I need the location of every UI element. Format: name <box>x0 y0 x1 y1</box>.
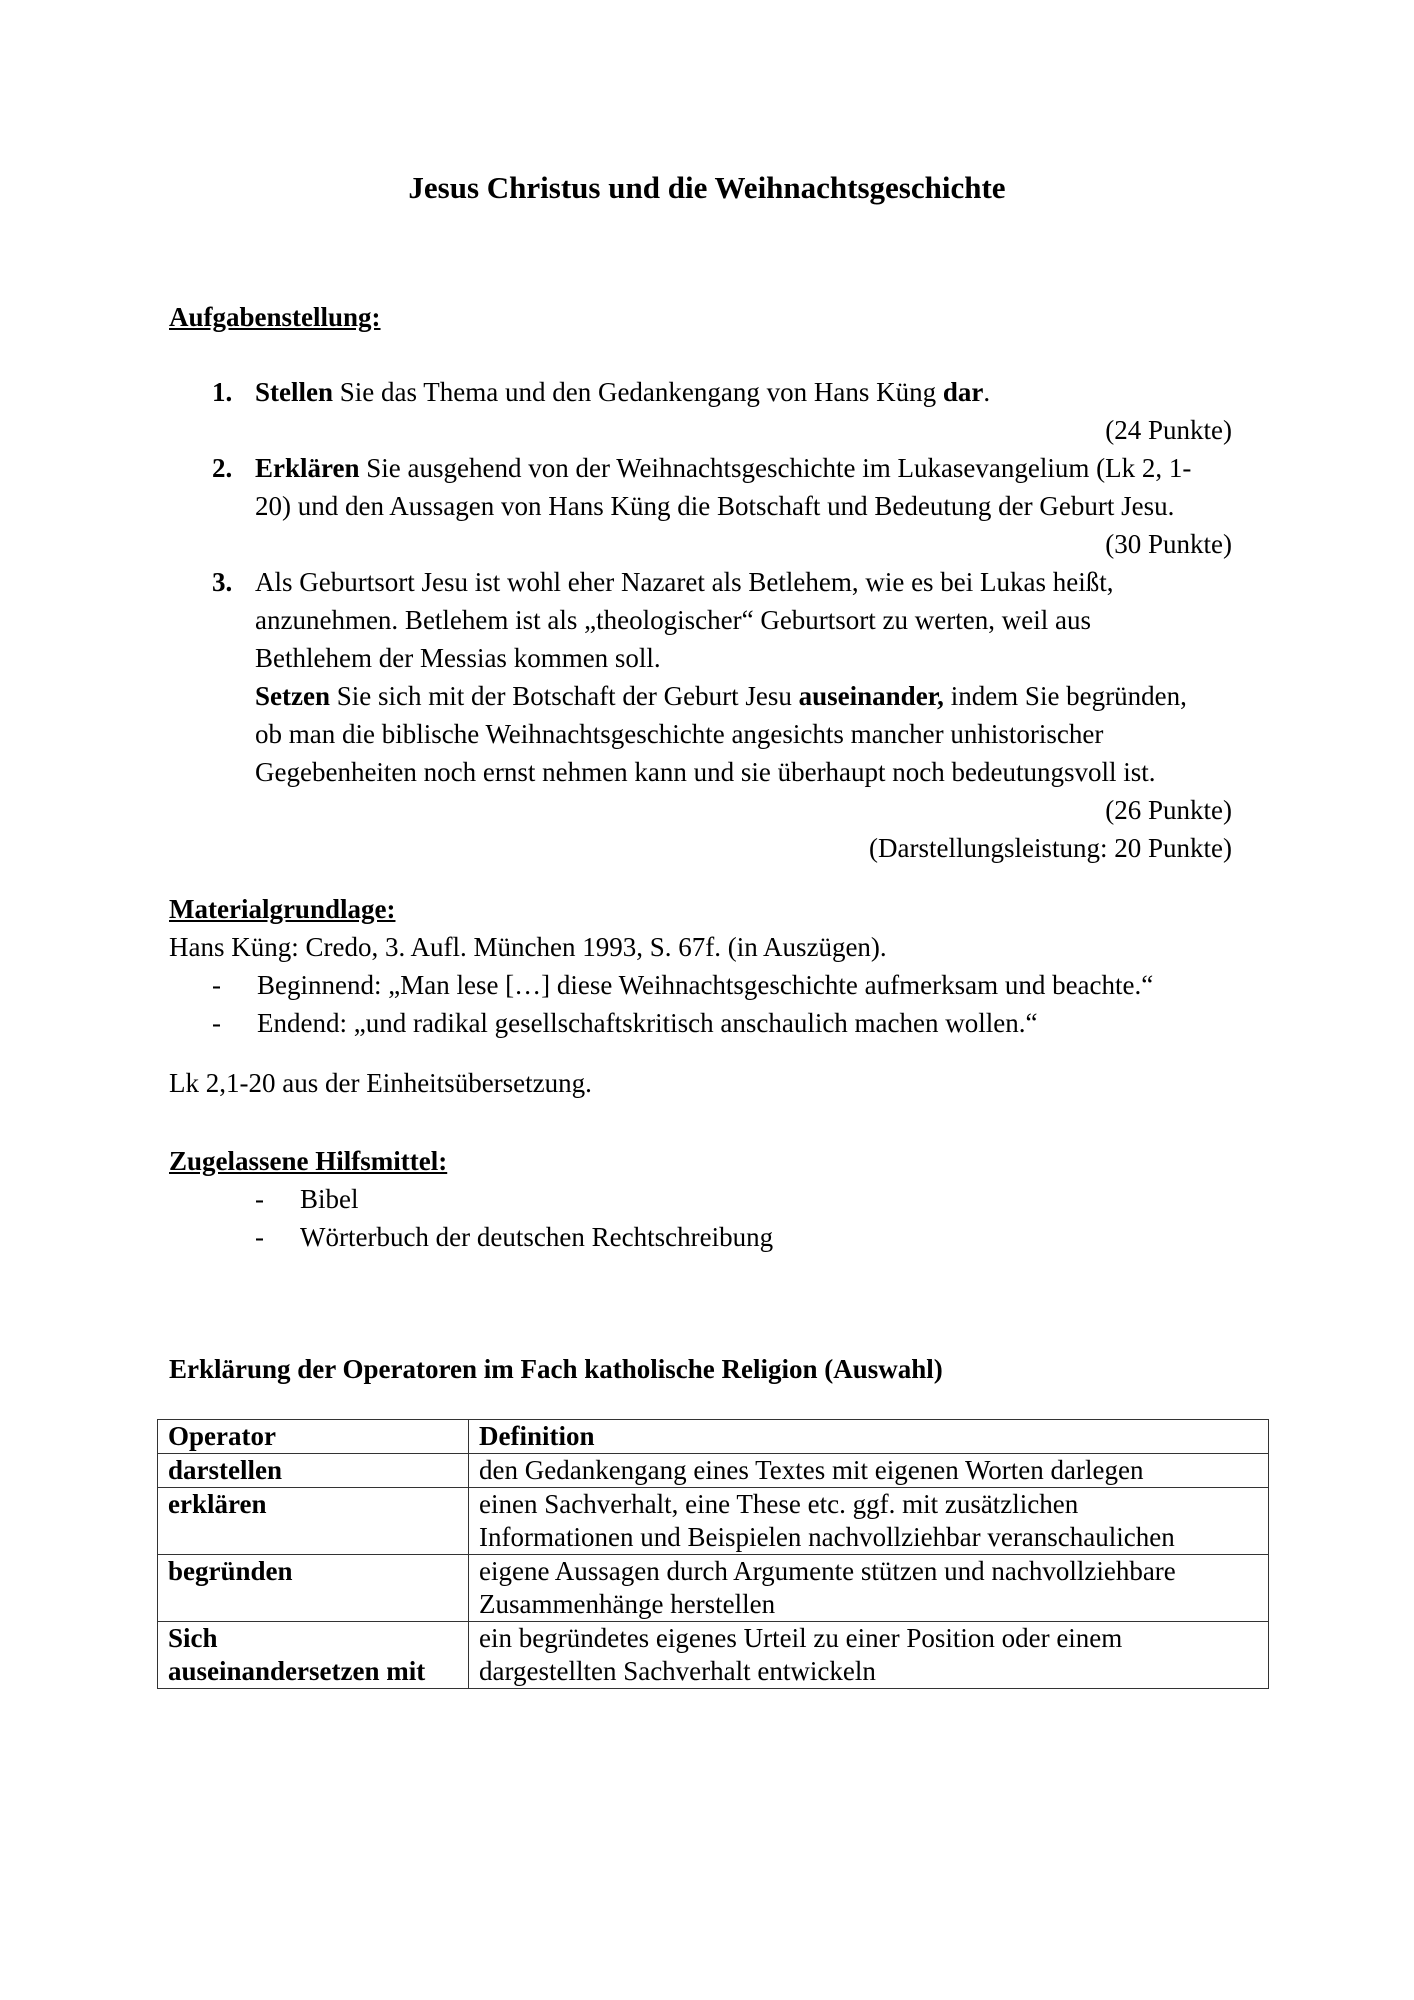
operator-word: Setzen <box>255 681 330 711</box>
task-2 <box>212 449 1232 563</box>
definition-cell: ein begründetes eigenes Urteil zu einer Position oder einem dargestellten Sachverhalt entwickeln <box>469 1622 1269 1689</box>
presentation-points: (Darstellungsleistung: 20 Punkte) <box>869 833 1232 863</box>
aid-item: - Bibel <box>255 1184 359 1214</box>
operator-word: Erklären <box>255 453 360 483</box>
task-text: 20) und den Aussagen von Hans Küng die Botschaft und Bedeutung der Geburt Jesu. <box>255 491 1175 521</box>
definition-cell: den Gedankengang eines Textes mit eigenen Worten darlegen <box>469 1454 1269 1488</box>
page-title: Jesus Christus und die Weihnachtsgeschichte <box>408 170 1006 205</box>
operators-table <box>157 1419 1269 1689</box>
column-header-definition: Definition <box>469 1420 1269 1454</box>
material-item: - Endend: „und radikal gesellschaftskritisch anschaulich machen wollen.“ <box>212 1008 1038 1038</box>
table-row <box>158 1488 1269 1555</box>
table-row <box>158 1622 1269 1689</box>
task-text: ob man die biblische Weihnachtsgeschichte angesichts mancher unhistorischer <box>255 719 1104 749</box>
task-text: Erklären Sie ausgehend von der Weihnachtsgeschichte im Lukasevangelium (Lk 2, 1- <box>255 453 1192 483</box>
task-text: Stellen Sie das Thema und den Gedankengang von Hans Küng dar. <box>255 377 991 407</box>
definition-cell: einen Sachverhalt, eine These etc. ggf. mit zusätzlichen Informationen und Beispielen nachvollziehbar veranschaulichen <box>469 1488 1269 1555</box>
task-text: Setzen Sie sich mit der Botschaft der Geburt Jesu auseinander, indem Sie begründen, <box>255 681 1187 711</box>
operator-word: dar <box>942 377 984 407</box>
operator-cell: erklären <box>158 1488 469 1555</box>
table-header-row <box>158 1420 1269 1454</box>
operator-cell: darstellen <box>158 1454 469 1488</box>
task-1 <box>212 373 1232 449</box>
operator-cell: Sich auseinandersetzen mit <box>158 1622 469 1689</box>
task-points: (24 Punkte) <box>1105 415 1232 445</box>
task-text: Bethlehem der Messias kommen soll. <box>255 643 661 673</box>
task-number: 1. <box>212 377 233 407</box>
table-row <box>158 1454 1269 1488</box>
operator-word: Stellen <box>255 377 333 407</box>
task-number: 3. <box>212 567 233 597</box>
definition-cell: eigene Aussagen durch Argumente stützen und nachvollziehbare Zusammenhänge herstellen <box>469 1555 1269 1622</box>
material-source: Hans Küng: Credo, 3. Aufl. München 1993, S. 67f. (in Auszügen). <box>169 932 887 962</box>
operator-word: auseinander, <box>798 681 944 711</box>
task-text: Gegebenheiten noch ernst nehmen kann und sie überhaupt noch bedeutungsvoll ist. <box>255 757 1156 787</box>
task-points: (30 Punkte) <box>1105 529 1232 559</box>
material-lk: Lk 2,1-20 aus der Einheitsübersetzung. <box>169 1068 592 1098</box>
material-item: - Beginnend: „Man lese […] diese Weihnachtsgeschichte aufmerksam und beachte.“ <box>212 970 1154 1000</box>
task-text: anzunehmen. Betlehem ist als „theologischer“ Geburtsort zu werten, weil aus <box>255 605 1091 635</box>
column-header-operator: Operator <box>158 1420 469 1454</box>
task-text: Als Geburtsort Jesu ist wohl eher Nazaret als Betlehem, wie es bei Lukas heißt, <box>255 567 1114 597</box>
table-row <box>158 1555 1269 1622</box>
aids-heading: Zugelassene Hilfsmittel: <box>169 1146 448 1176</box>
task-3 <box>212 563 1232 867</box>
task-number: 2. <box>212 453 233 483</box>
task-points: (26 Punkte) <box>1105 795 1232 825</box>
material-heading: Materialgrundlage: <box>169 894 396 924</box>
tasks-heading: Aufgabenstellung: <box>169 302 381 332</box>
operator-cell: begründen <box>158 1555 469 1622</box>
operators-heading: Erklärung der Operatoren im Fach katholische Religion (Auswahl) <box>169 1354 943 1384</box>
aid-item: - Wörterbuch der deutschen Rechtschreibung <box>255 1222 774 1252</box>
